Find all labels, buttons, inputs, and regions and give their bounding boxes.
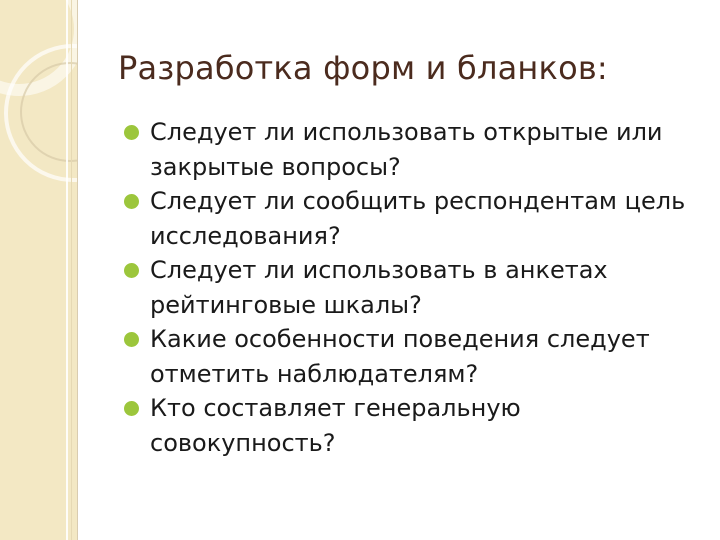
bullet-text: Кто составляет генеральную совокупность? xyxy=(150,394,521,457)
bullet-item xyxy=(124,253,704,322)
bullet-dot-icon xyxy=(124,125,139,140)
bullet-text: Следует ли использовать открытые или закрытые вопросы? xyxy=(150,118,663,181)
bullet-list xyxy=(124,115,704,460)
bullet-text: Следует ли использовать в анкетах рейтинговые шкалы? xyxy=(150,256,608,319)
slide-title: Разработка форм и бланков: xyxy=(118,49,608,87)
decorative-side-band xyxy=(0,0,78,540)
bullet-item xyxy=(124,322,704,391)
bullet-item xyxy=(124,115,704,184)
band-edge xyxy=(71,0,72,540)
bullet-dot-icon xyxy=(124,332,139,347)
bullet-dot-icon xyxy=(124,263,139,278)
bullet-dot-icon xyxy=(124,194,139,209)
bullet-text: Какие особенности поведения следует отметить наблюдателям? xyxy=(150,325,650,388)
bullet-text: Следует ли сообщить респондентам цель исследования? xyxy=(150,187,686,250)
bullet-item xyxy=(124,391,704,460)
bullet-item xyxy=(124,184,704,253)
band-divider xyxy=(66,0,68,540)
bullet-dot-icon xyxy=(124,401,139,416)
